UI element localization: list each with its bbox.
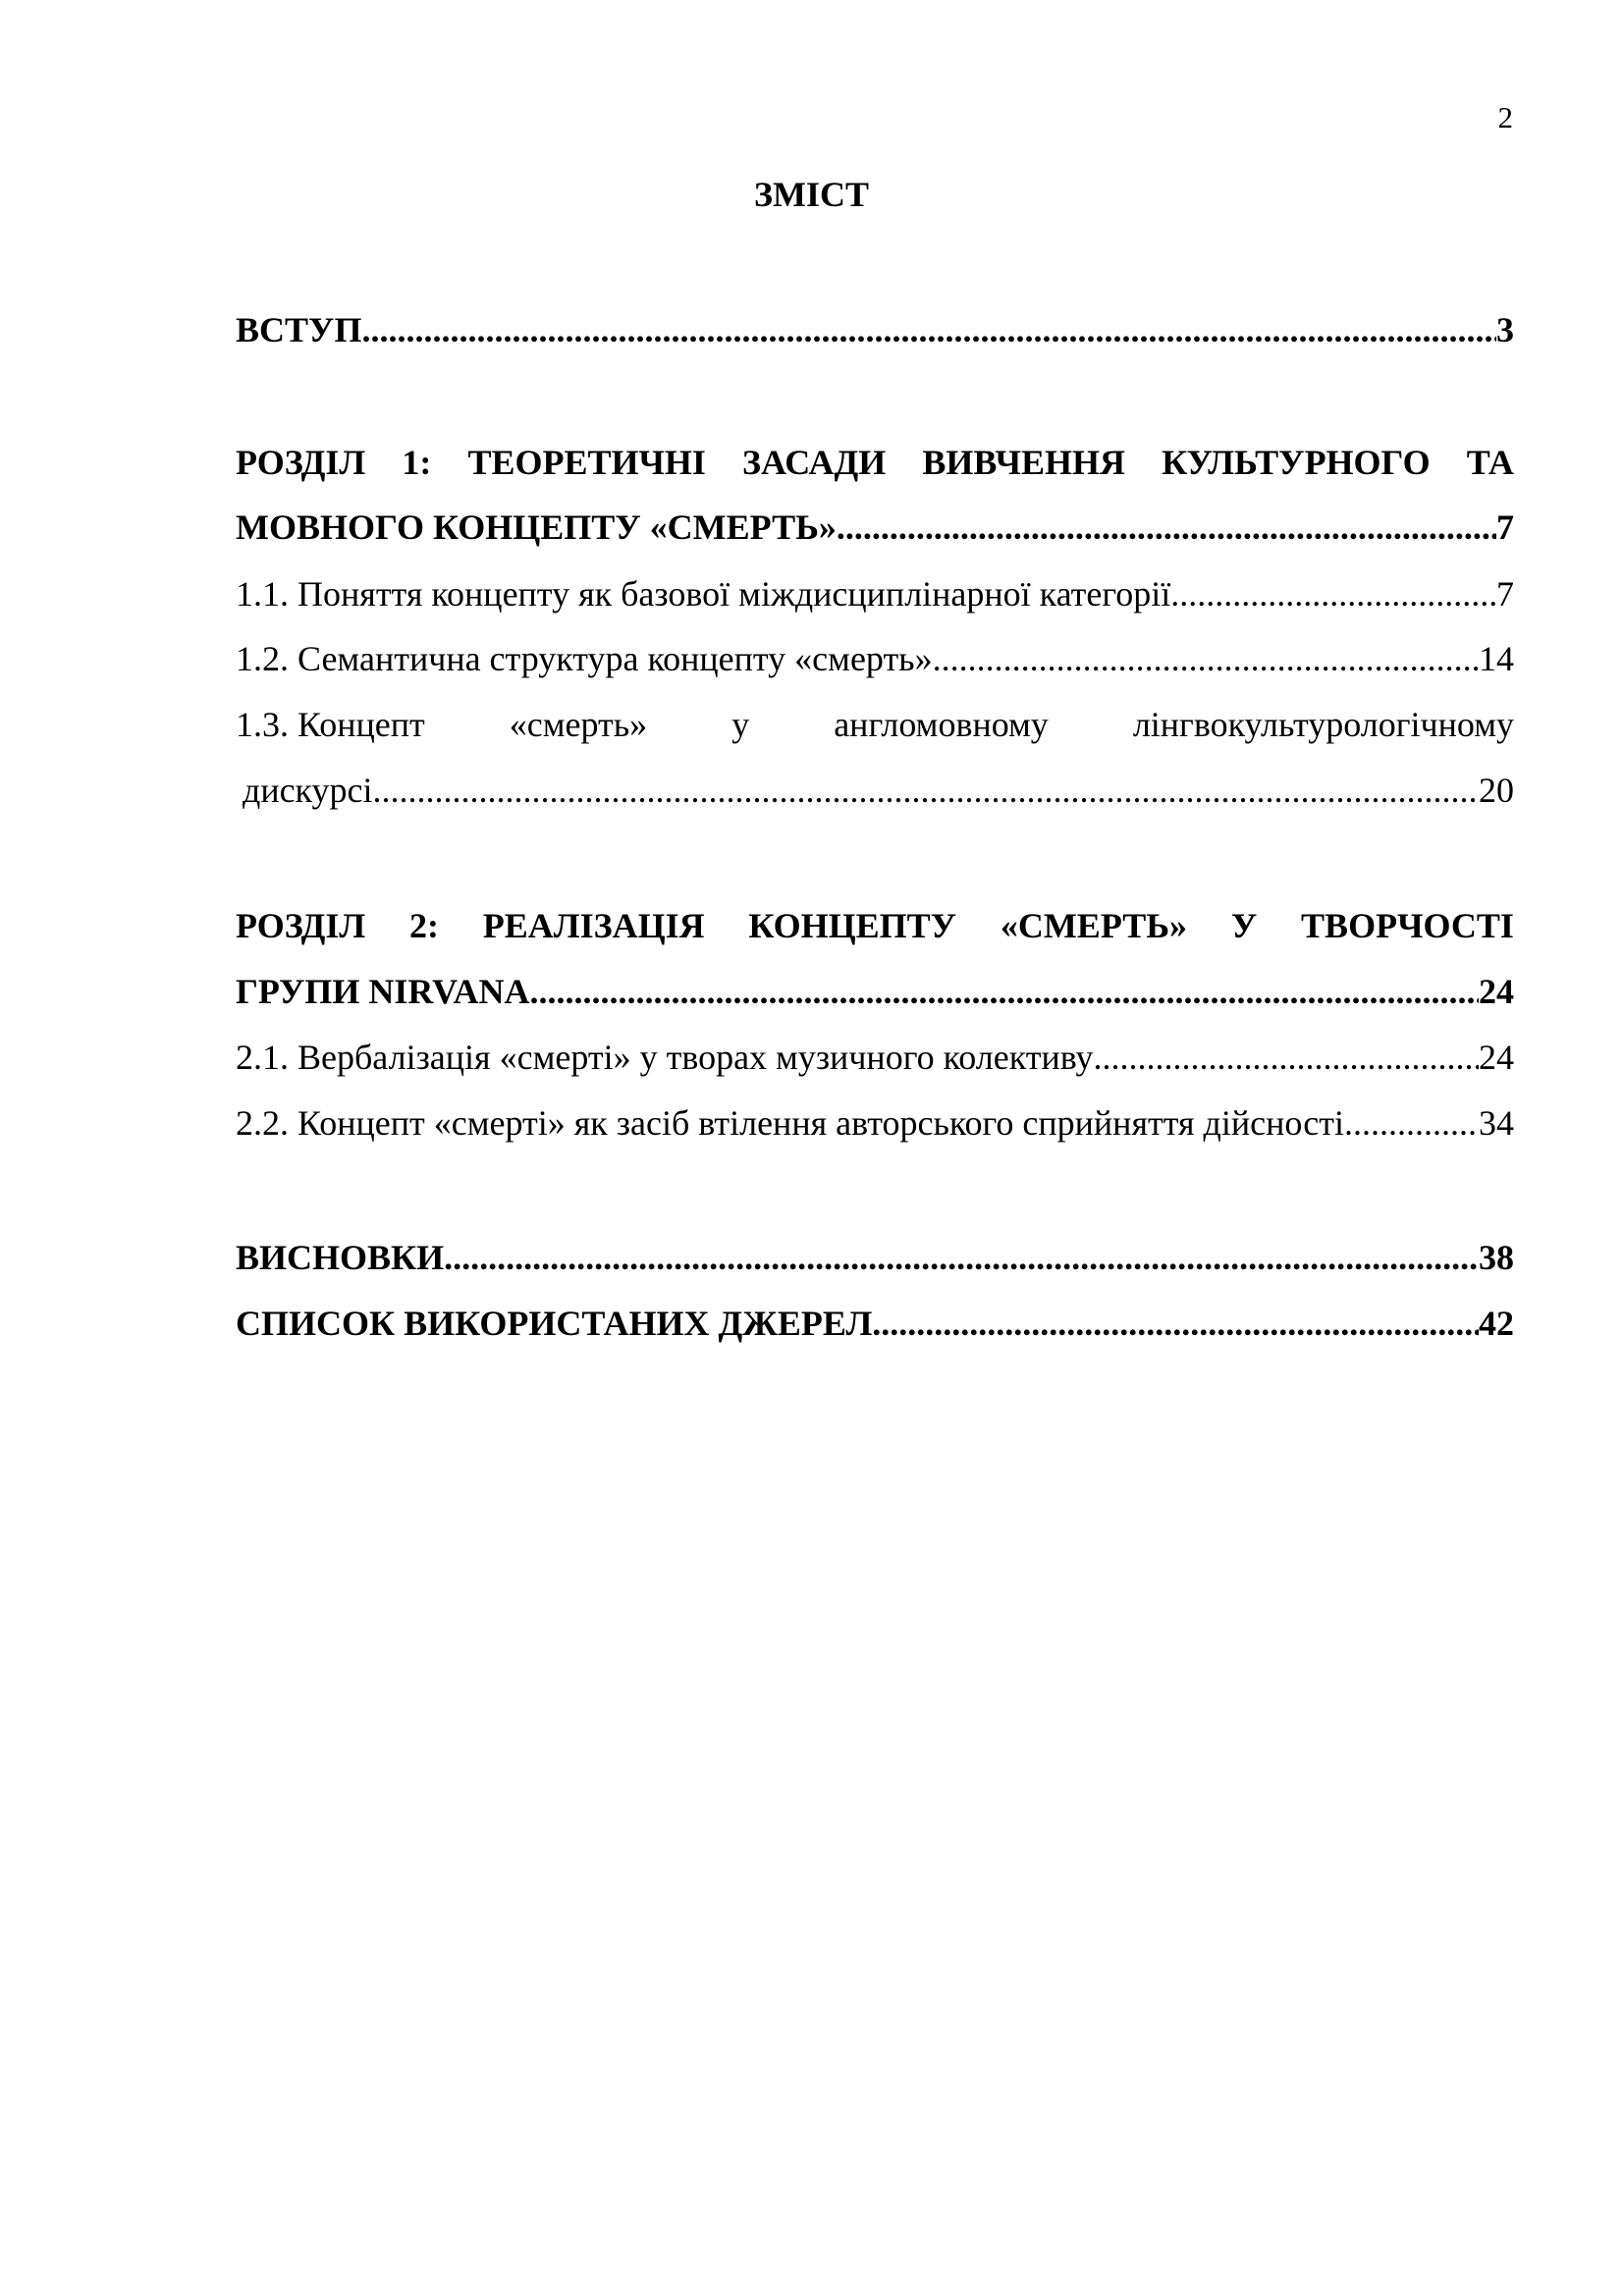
toc-entry-chapter2[interactable] [236,967,1514,1016]
toc-entry-section-1-3[interactable] [243,766,1514,815]
page-title: ЗМІСТ [754,175,869,214]
dot-leader [933,634,1479,683]
dot-leader [872,1299,1479,1348]
toc-entry-label: ГРУПИ NIRVANA [236,972,530,1011]
toc-entry-label: дискурсі [243,771,373,810]
toc-entry-page: 34 [1479,1103,1514,1143]
toc-word: 2: [408,906,439,945]
toc-entry-section-1-2[interactable] [236,634,1514,683]
toc-entry-section-2-1[interactable] [236,1033,1514,1082]
toc-word: ТА [1466,443,1514,482]
toc-entry-label: СПИСОК ВИКОРИСТАНИХ ДЖЕРЕЛ [236,1304,873,1343]
toc-entry-label: ВИСНОВКИ [236,1238,445,1277]
dot-leader [373,766,1479,815]
toc-entry-label: МОВНОГО КОНЦЕПТУ «СМЕРТЬ» [236,507,837,547]
toc-entry-label: 2.2. Концепт «смерті» як засіб втілення авторського сприйняття дійсності [236,1103,1344,1143]
toc-section-1-3-line1[interactable] [236,700,1514,749]
dot-leader [1344,1098,1479,1148]
toc-entry-page: 42 [1479,1304,1514,1343]
toc-entry-page: 3 [1496,310,1514,349]
dot-leader [837,503,1496,552]
toc-word: «СМЕРТЬ» [1000,906,1188,945]
toc-word: англомовному [834,705,1049,744]
toc-entry-label: ВСТУП [236,310,362,349]
toc-entry-intro[interactable] [236,305,1514,354]
page-number: 2 [1497,100,1513,134]
toc-entry-page: 7 [1496,574,1514,614]
toc-word: ТЕОРЕТИЧНІ [467,443,706,482]
dot-leader [361,305,1496,354]
toc-word: ТВОРЧОСТІ [1301,906,1514,945]
toc-entry-page: 24 [1479,972,1514,1011]
toc-word: КУЛЬТУРНОГО [1162,443,1431,482]
toc-entry-section-2-2[interactable] [236,1098,1514,1148]
toc-word: ЗАСАДИ [742,443,887,482]
toc-entry-references[interactable] [236,1299,1514,1348]
toc-entry-page: 24 [1479,1038,1514,1077]
toc-entry-page: 38 [1479,1238,1514,1277]
toc-word: У [1230,906,1258,945]
dot-leader [530,967,1479,1016]
toc-word: лінгвокультурологічному [1132,705,1514,744]
toc-word: ВИВЧЕННЯ [922,443,1126,482]
dot-leader [1170,569,1496,618]
toc-entry-page: 20 [1479,771,1514,810]
toc-chapter1-heading-line1[interactable] [236,438,1514,487]
dot-leader [444,1233,1479,1282]
toc-entry-conclusions[interactable] [236,1233,1514,1282]
toc-word: КОНЦЕПТУ [748,906,957,945]
toc-word: РОЗДІЛ [236,906,366,945]
toc-entry-label: 2.1. Вербалізація «смерті» у творах музичного колективу [236,1038,1094,1077]
toc-word: 1.3. Концепт [236,705,425,744]
toc-entry-page: 7 [1496,507,1514,547]
toc-word: 1: [402,443,432,482]
dot-leader [1093,1033,1479,1082]
toc-entry-section-1-1[interactable] [236,569,1514,618]
toc-word: «смерть» [509,705,648,744]
toc-entry-label: 1.2. Семантична структура концепту «смерть» [236,639,933,678]
toc-entry-chapter1[interactable] [236,503,1514,552]
toc-entry-label: 1.1. Поняття концепту як базової міждисциплінарної категорії [236,574,1171,614]
toc-word: РОЗДІЛ [236,443,366,482]
toc-word: РЕАЛІЗАЦІЯ [482,906,705,945]
toc-chapter2-heading-line1[interactable] [236,901,1514,950]
toc-word: у [731,705,750,744]
toc-entry-page: 14 [1479,639,1514,678]
